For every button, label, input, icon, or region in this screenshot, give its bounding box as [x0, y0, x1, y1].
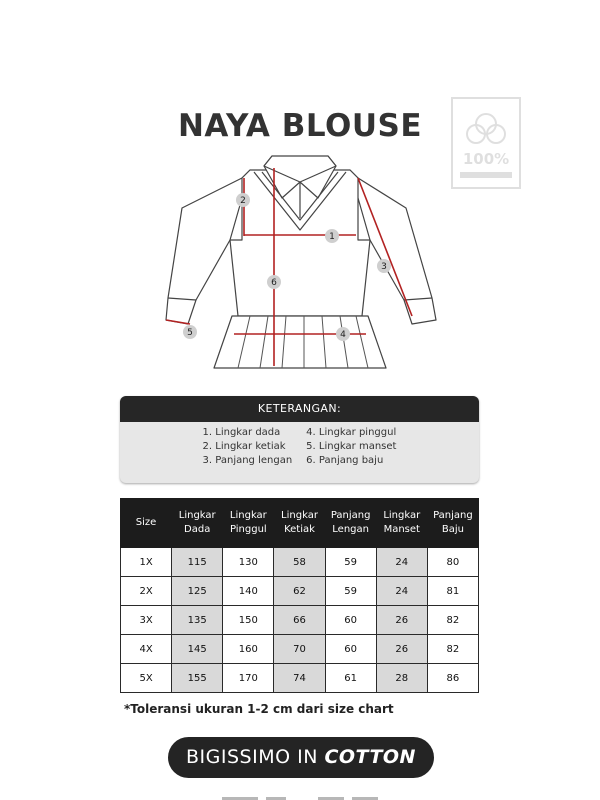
legend-item: 6. Panjang baju [306, 455, 384, 466]
table-row [121, 577, 479, 606]
keterangan-col-2 [306, 426, 396, 468]
cell-lengan: 60 [325, 635, 376, 664]
cell-ketiak: 62 [274, 577, 325, 606]
cell-lengan: 61 [325, 664, 376, 693]
marker-1: 1 [329, 232, 335, 242]
cell-size: 1X [121, 548, 172, 577]
cell-baju: 86 [427, 664, 478, 693]
cell-size: 5X [121, 664, 172, 693]
header-panjang-lengan: Panjang Lengan [325, 499, 376, 548]
cell-dada: 145 [172, 635, 223, 664]
marker-2: 2 [240, 196, 246, 206]
keterangan-box [120, 396, 479, 483]
marker-5: 5 [187, 328, 193, 338]
table-row [121, 635, 479, 664]
keterangan-header: KETERANGAN: [120, 396, 479, 422]
brand-emphasis: COTTON [324, 746, 416, 768]
marker-4: 4 [340, 330, 346, 340]
size-chart-table [120, 498, 479, 693]
cotton-flower-icon [450, 96, 522, 190]
cell-baju: 81 [427, 577, 478, 606]
brand-badge [168, 737, 434, 778]
marker-3: 3 [381, 262, 387, 272]
marker-6: 6 [271, 278, 277, 288]
cell-pinggul: 160 [223, 635, 274, 664]
cell-size: 4X [121, 635, 172, 664]
cell-manset: 26 [376, 635, 427, 664]
cell-dada: 155 [172, 664, 223, 693]
cut-off-text-decoration [222, 795, 378, 800]
blouse-illustration [150, 148, 450, 378]
cell-pinggul: 140 [223, 577, 274, 606]
legend-item: 5. Lingkar manset [306, 441, 397, 452]
header-lingkar-ketiak: Lingkar Ketiak [274, 499, 325, 548]
header-lingkar-manset: Lingkar Manset [376, 499, 427, 548]
table-row [121, 606, 479, 635]
cell-baju: 82 [427, 635, 478, 664]
legend-item: 2. Lingkar ketiak [202, 441, 286, 452]
header-lingkar-pinggul: Lingkar Pinggul [223, 499, 274, 548]
cell-size: 2X [121, 577, 172, 606]
table-row [121, 548, 479, 577]
legend-item: 4. Lingkar pinggul [306, 427, 397, 438]
cell-manset: 24 [376, 577, 427, 606]
cell-pinggul: 130 [223, 548, 274, 577]
cell-lengan: 59 [325, 577, 376, 606]
keterangan-legend [120, 426, 479, 468]
cell-ketiak: 58 [274, 548, 325, 577]
watermark-text: 100% [462, 150, 510, 168]
header-panjang-baju: Panjang Baju [427, 499, 478, 548]
cell-manset: 28 [376, 664, 427, 693]
cell-ketiak: 74 [274, 664, 325, 693]
cell-pinggul: 150 [223, 606, 274, 635]
header-lingkar-dada: Lingkar Dada [172, 499, 223, 548]
table-row [121, 664, 479, 693]
keterangan-col-1 [203, 426, 293, 468]
cell-manset: 24 [376, 548, 427, 577]
cell-ketiak: 70 [274, 635, 325, 664]
page-title: NAYA BLOUSE [177, 108, 423, 144]
brand-prefix: BIGISSIMO IN [186, 746, 325, 768]
table-header-row [121, 499, 479, 548]
cell-pinggul: 170 [223, 664, 274, 693]
cell-dada: 115 [172, 548, 223, 577]
cell-size: 3X [121, 606, 172, 635]
legend-item: 3. Panjang lengan [202, 455, 293, 466]
tolerance-note: *Toleransi ukuran 1-2 cm dari size chart [124, 702, 394, 716]
cell-dada: 125 [172, 577, 223, 606]
cell-lengan: 60 [325, 606, 376, 635]
header-size: Size [121, 499, 172, 548]
cell-ketiak: 66 [274, 606, 325, 635]
cell-lengan: 59 [325, 548, 376, 577]
cell-baju: 82 [427, 606, 478, 635]
cell-dada: 135 [172, 606, 223, 635]
cell-baju: 80 [427, 548, 478, 577]
cell-manset: 26 [376, 606, 427, 635]
legend-item: 1. Lingkar dada [202, 427, 281, 438]
